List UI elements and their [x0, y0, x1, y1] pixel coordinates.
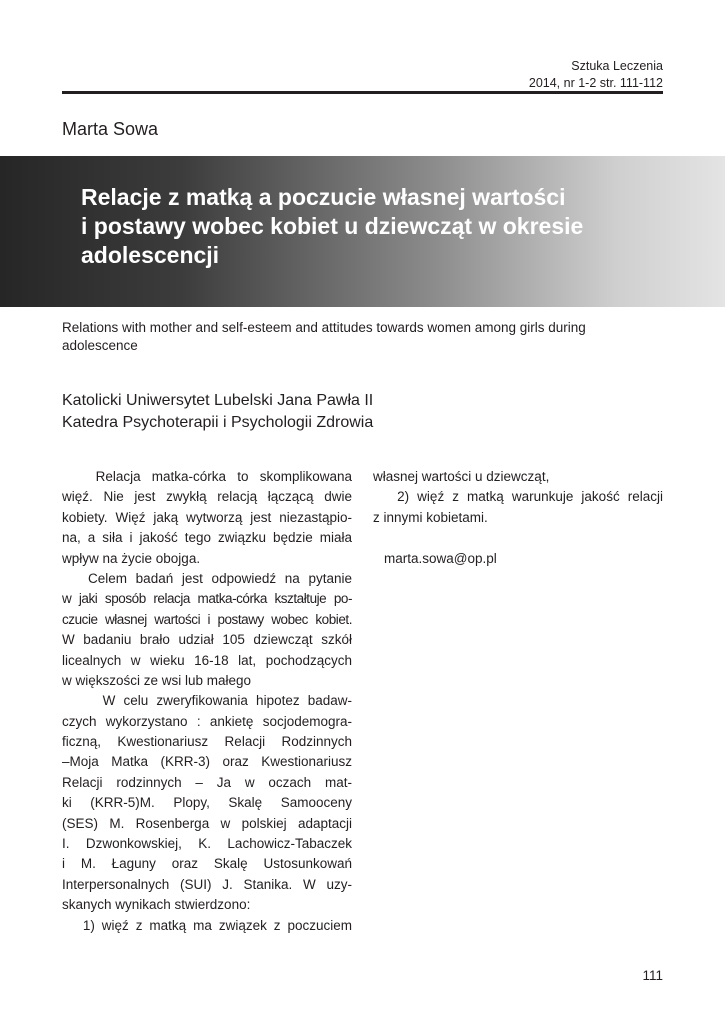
- page-number: 111: [642, 968, 663, 983]
- title-line: adolescencji: [81, 242, 220, 268]
- body-line: (SES) M. Rosenberga w polskiej adaptacji: [62, 815, 352, 831]
- body-line: wpływ na życie obojga.: [62, 550, 201, 566]
- journal-issue: 2014, nr 1-2 str. 111-112: [528, 76, 663, 90]
- left-column: [62, 467, 352, 936]
- body-line: skanych wynikach stwierdzono:: [62, 897, 251, 913]
- body-line: na, a siła i jakość tego związku będzie miała: [62, 530, 352, 546]
- author-email[interactable]: marta.sowa@op.pl: [384, 550, 497, 566]
- body-line: W celu zweryfikowania hipotez badaw-: [62, 693, 352, 709]
- body-line: ficzną, Kwestionariusz Relacji Rodzinnych: [62, 734, 352, 750]
- english-title-line: adolescence: [62, 338, 138, 353]
- body-line: w większości ze wsi lub małego: [62, 672, 252, 688]
- english-title-line: Relations with mother and self-esteem and attitudes towards women among girls during: [62, 320, 586, 335]
- body-line: –Moja Matka (KRR-3) oraz Kwestionariusz: [62, 754, 352, 770]
- body-line: I. Dzwonkowskiej, K. Lachowicz-Tabaczek: [62, 836, 352, 852]
- body-line: czych wykorzystano : ankietę socjodemogra-: [62, 713, 352, 729]
- body-line: W badaniu brało udział 105 dziewcząt szkół: [62, 632, 352, 648]
- body-line: ki (KRR-5)M. Plopy, Skalę Samooceny: [62, 795, 352, 811]
- university: Katolicki Uniwersytet Lubelski Jana Pawła II: [62, 392, 374, 409]
- right-column: [373, 467, 663, 569]
- header-rule: [62, 91, 663, 94]
- body-line: własnej wartości u dziewcząt,: [373, 469, 550, 484]
- department: Katedra Psychoterapii i Psychologii Zdrowia: [62, 414, 374, 431]
- body-line: Relacja matka-córka to skomplikowana: [62, 469, 352, 484]
- body-line: kobiety. Więź jaką wytworzą jest niezastąpio-: [62, 509, 352, 525]
- affiliation: [62, 390, 373, 434]
- title-banner: [0, 156, 725, 307]
- article-title: [81, 183, 681, 270]
- title-line: i postawy wobec kobiet u dziewcząt w okresie: [81, 213, 584, 239]
- body-line: więź. Nie jest zwykłą relacją łączącą dwie: [62, 489, 352, 505]
- body-line: w jaki sposób relacja matka-córka kształtuje po-: [62, 591, 352, 607]
- journal-name: Sztuka Leczenia: [571, 59, 663, 73]
- english-title: [62, 319, 662, 355]
- body-line: Relacji rodzinnych – Ja w oczach mat-: [62, 774, 352, 790]
- body-line: Interpersonalnych (SUI) J. Stanika. W uzy-: [62, 876, 352, 892]
- body-line: 2) więź z matką warunkuje jakość relacji: [373, 489, 663, 505]
- title-line: Relacje z matką a poczucie własnej wartości: [81, 184, 566, 210]
- body-line: z innymi kobietami.: [373, 509, 488, 525]
- body-line: czucie własnej wartości i postawy wobec kobiet.: [62, 611, 352, 627]
- blank-line: [373, 528, 663, 548]
- body-line: licealnych w wieku 16-18 lat, pochodzących: [62, 652, 352, 668]
- body-line: i M. Łaguny oraz Skalę Ustosunkowań: [62, 856, 352, 872]
- journal-header: [529, 58, 663, 92]
- author-name: Marta Sowa: [62, 119, 159, 139]
- body-line: 1) więź z matką ma związek z poczuciem: [62, 917, 352, 933]
- body-line: Celem badań jest odpowiedź na pytanie: [62, 570, 352, 586]
